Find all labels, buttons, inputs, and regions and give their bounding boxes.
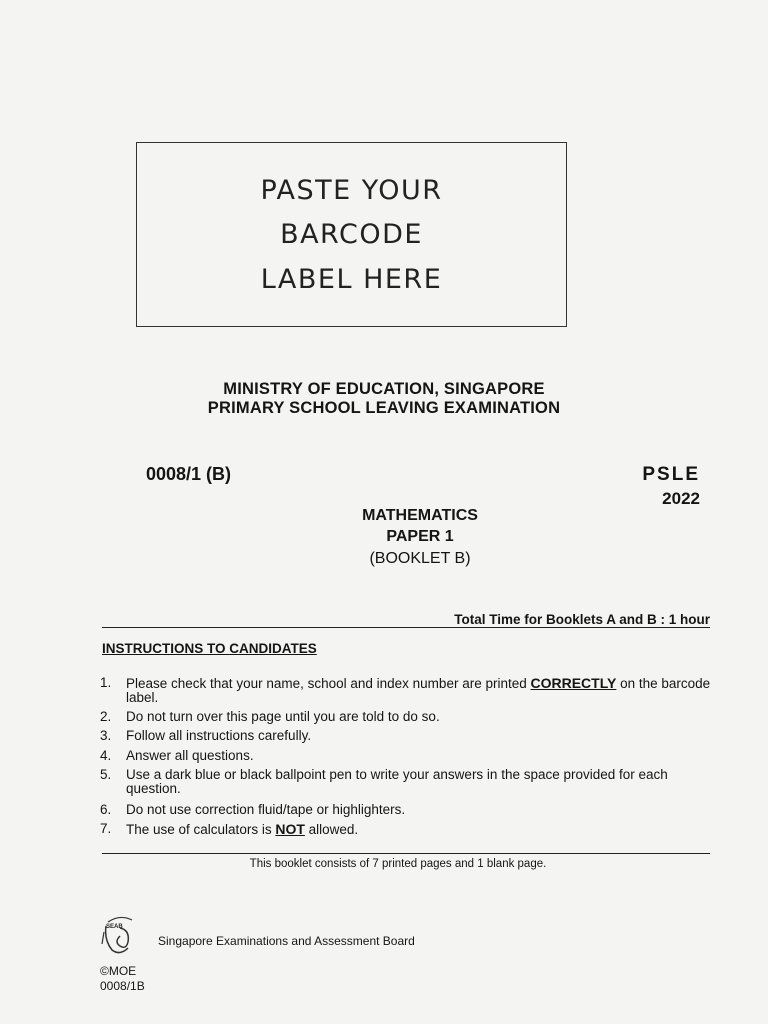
instruction-item bbox=[100, 729, 712, 743]
instruction-number: 5. bbox=[100, 767, 112, 782]
seab-logo-text: SEAB bbox=[106, 924, 123, 930]
instruction-text-end: allowed. bbox=[304, 822, 359, 837]
instruction-text: Follow all instructions carefully. bbox=[126, 728, 312, 743]
ministry-heading: MINISTRY OF EDUCATION, SINGAPORE bbox=[223, 380, 545, 398]
booklet-note: This booklet consists of 7 printed pages and 1 blank page. bbox=[249, 858, 547, 870]
barcode-label-box bbox=[136, 142, 567, 327]
board-name: Singapore Examinations and Assessment Board bbox=[158, 934, 415, 948]
instruction-text: Do not turn over this page until you are told to do so. bbox=[126, 709, 440, 724]
instruction-number: 1. bbox=[100, 675, 112, 690]
instruction-text: The use of calculators is bbox=[126, 822, 276, 837]
instruction-item bbox=[100, 710, 712, 724]
instruction-item bbox=[100, 803, 712, 817]
instruction-number: 3. bbox=[100, 728, 112, 743]
subject-title: MATHEMATICS bbox=[362, 507, 478, 524]
instructions-heading: INSTRUCTIONS TO CANDIDATES bbox=[102, 641, 317, 656]
barcode-box-line-2: BARCODE bbox=[280, 219, 423, 250]
exam-heading: PRIMARY SCHOOL LEAVING EXAMINATION bbox=[207, 399, 561, 417]
instruction-text: Do not use correction fluid/tape or highlighters. bbox=[126, 802, 406, 817]
top-divider bbox=[102, 627, 710, 628]
booklet-label: (BOOKLET B) bbox=[369, 550, 471, 567]
instruction-emphasis: NOT bbox=[275, 821, 305, 837]
barcode-box-line-3: LABEL HERE bbox=[260, 264, 443, 295]
instruction-number: 4. bbox=[100, 748, 112, 763]
instruction-emphasis: CORRECTLY bbox=[530, 675, 617, 691]
seab-logo-icon bbox=[100, 912, 140, 960]
exam-year: 2022 bbox=[662, 489, 700, 508]
instruction-text: Answer all questions. bbox=[126, 748, 254, 763]
barcode-box-line-1: PASTE YOUR bbox=[260, 175, 443, 206]
paper-number: PAPER 1 bbox=[386, 528, 454, 545]
seab-logo bbox=[100, 912, 140, 960]
instruction-text-end: on the barcode label. bbox=[126, 676, 711, 705]
instruction-item bbox=[100, 676, 712, 705]
bottom-divider bbox=[102, 853, 710, 854]
instruction-item bbox=[100, 768, 712, 796]
instruction-item bbox=[100, 749, 712, 763]
copyright: ©MOE bbox=[100, 964, 137, 978]
instruction-item bbox=[100, 822, 712, 837]
instruction-text: Please check that your name, school and index number are printed bbox=[126, 676, 531, 691]
instruction-number: 7. bbox=[100, 821, 112, 836]
instruction-number: 2. bbox=[100, 709, 112, 724]
paper-code-heading: 0008/1 (B) bbox=[146, 464, 232, 484]
instruction-number: 6. bbox=[100, 802, 112, 817]
total-time: Total Time for Booklets A and B : 1 hour bbox=[454, 612, 710, 627]
exam-short-name: PSLE bbox=[642, 464, 700, 485]
footer-paper-code: 0008/1B bbox=[100, 979, 145, 993]
instruction-text: Use a dark blue or black ballpoint pen to write your answers in the space provided for each question. bbox=[126, 767, 668, 796]
